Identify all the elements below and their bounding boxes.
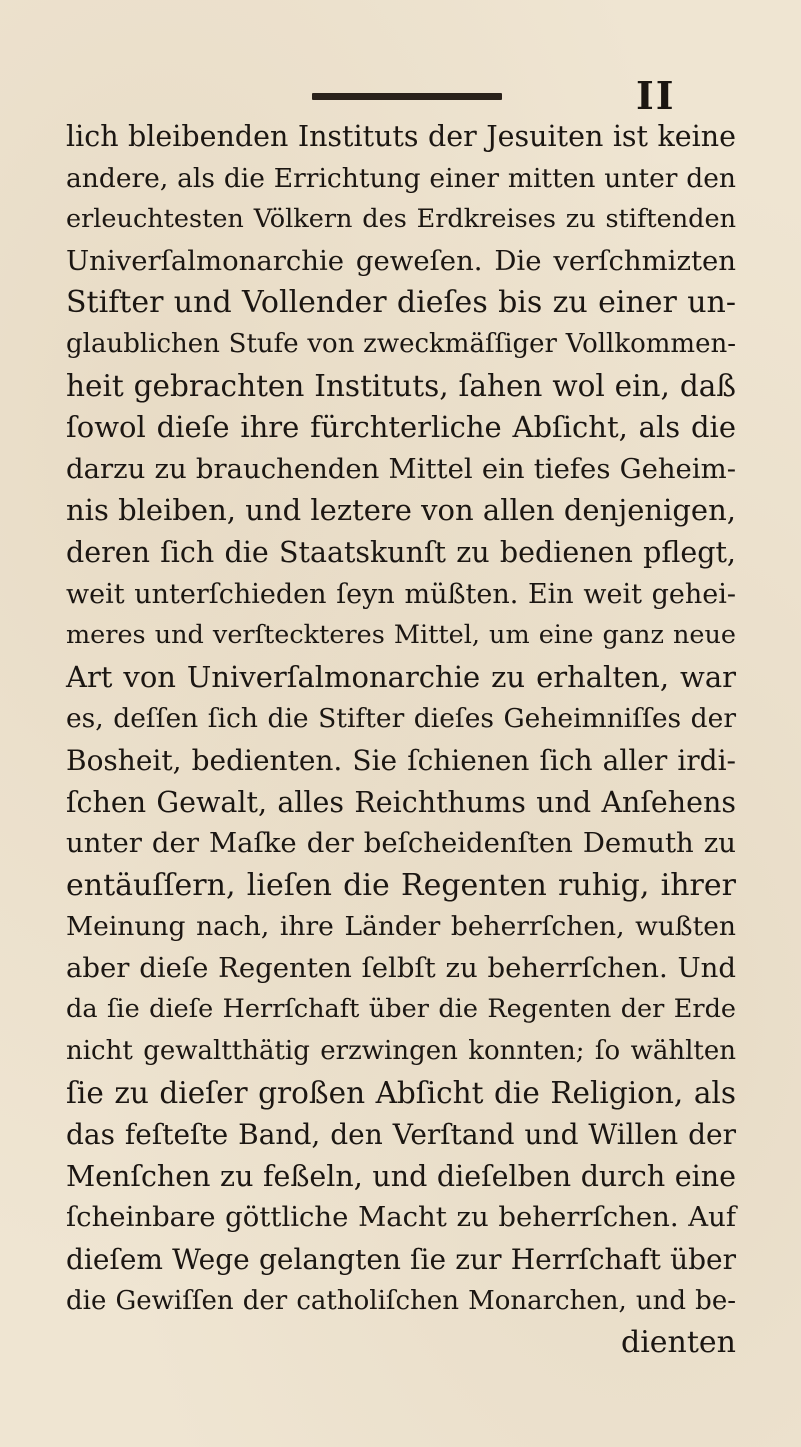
text-line: aber dieſe Regenten ſelbſt zu beherrſchen. Und	[66, 951, 736, 984]
text-line: darzu zu brauchenden Mittel ein tiefes Geheim-	[66, 452, 736, 485]
text-line: meres und verſteckteres Mittel, um eine ganz neue	[66, 620, 736, 651]
text-line: ſcheinbare göttliche Macht zu beherrſchen. Auf	[66, 1201, 736, 1234]
body-text	[66, 116, 736, 1364]
text-line: heit gebrachten Instituts, ſahen wol ein, daß	[66, 368, 736, 403]
text-line: Menſchen zu feßeln, und dieſelben durch eine	[66, 1159, 736, 1193]
text-line: die Gewiſſen der catholiſchen Monarchen, und be-	[66, 1285, 736, 1316]
text-line: Univerſalmonarchie geweſen. Die verſchmizten	[66, 244, 736, 277]
text-line: Bosheit, bedienten. Sie ſchienen ſich aller irdi-	[66, 743, 736, 777]
text-line: da ſie dieſe Herrſchaft über die Regenten der Erde	[66, 994, 736, 1025]
page-number: II	[636, 73, 676, 118]
text-line: unter der Maſke der beſcheidenſten Demuth zu	[66, 827, 736, 860]
text-line: ſie zu dieſer großen Abſicht die Religion, als	[66, 1075, 736, 1110]
text-line: ſchen Gewalt, alles Reichthums und Anſehens	[66, 785, 736, 819]
text-line: glaublichen Stufe von zweckmäſſiger Vollkommen-	[66, 328, 736, 359]
text-line: andere, als die Errichtung einer mitten unter den	[66, 162, 736, 194]
header-rule	[312, 93, 502, 100]
text-line: das feſteſte Band, den Verſtand und Willen der	[66, 1118, 736, 1152]
catchword: dienten	[620, 1325, 736, 1361]
text-line: nicht gewaltthätig erzwingen konnten; ſo wählten	[66, 1036, 736, 1067]
text-line: deren ſich die Staatskunſt zu bedienen pflegt,	[66, 535, 736, 569]
text-line: Meinung nach, ihre Länder beherrſchen, wußten	[66, 911, 736, 943]
text-line: weit unterſchieden ſeyn müßten. Ein weit gehei-	[66, 578, 736, 610]
text-line: lich bleibenden Instituts der Jesuiten ist keine	[66, 120, 736, 153]
text-line: entäuſſern, lieſen die Regenten ruhig, ihrer	[66, 867, 736, 903]
text-line: Stifter und Vollender dieſes bis zu einer un-	[66, 285, 736, 321]
text-line: dieſem Wege gelangten ſie zur Herrſchaft über	[66, 1243, 736, 1277]
text-line: Art von Univerſalmonarchie zu erhalten, war	[66, 659, 736, 694]
text-line: es, deſſen ſich die Stifter dieſes Geheimniſſes der	[66, 703, 736, 735]
text-line: ſowol dieſe ihre fürchterliche Abſicht, als die	[66, 410, 736, 445]
text-line: erleuchtesten Völkern des Erdkreises zu stiftenden	[66, 204, 736, 235]
text-line: nis bleiben, und leztere von allen denjenigen,	[66, 493, 736, 528]
